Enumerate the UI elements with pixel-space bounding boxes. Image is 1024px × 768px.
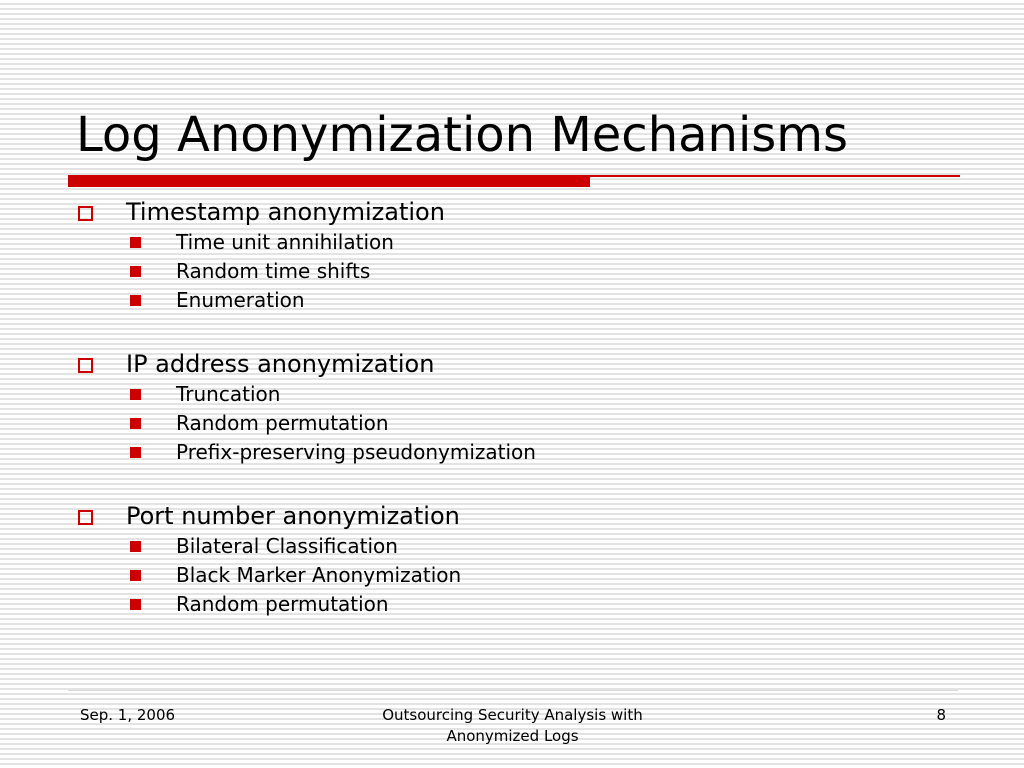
filled-square-bullet-icon (130, 599, 141, 610)
slide-title: Log Anonymization Mechanisms (76, 107, 849, 163)
filled-square-bullet-icon (130, 389, 141, 400)
filled-square-bullet-icon (130, 237, 141, 248)
list-item: Random permutation (176, 411, 389, 435)
filled-square-bullet-icon (130, 447, 141, 458)
filled-square-bullet-icon (130, 266, 141, 277)
filled-square-bullet-icon (130, 295, 141, 306)
list-item: Enumeration (176, 288, 305, 312)
footer-divider (68, 690, 958, 691)
section-heading: Timestamp anonymization (126, 198, 445, 226)
footer-title (340, 705, 685, 747)
footer-title-line: Anonymized Logs (446, 727, 579, 745)
section-heading: IP address anonymization (126, 350, 435, 378)
hollow-square-bullet-icon (78, 510, 93, 525)
filled-square-bullet-icon (130, 541, 141, 552)
list-item: Prefix-preserving pseudonymization (176, 440, 536, 464)
footer-title-line: Outsourcing Security Analysis with (382, 706, 643, 724)
list-item: Time unit annihilation (176, 230, 394, 254)
hollow-square-bullet-icon (78, 206, 93, 221)
list-item: Black Marker Anonymization (176, 563, 462, 587)
list-item: Truncation (176, 382, 281, 406)
filled-square-bullet-icon (130, 418, 141, 429)
list-item: Random permutation (176, 592, 389, 616)
hollow-square-bullet-icon (78, 358, 93, 373)
filled-square-bullet-icon (130, 570, 141, 581)
list-item: Random time shifts (176, 259, 371, 283)
section-heading: Port number anonymization (126, 502, 460, 530)
list-item: Bilateral Classification (176, 534, 398, 558)
page-number: 8 (936, 706, 946, 724)
footer-date: Sep. 1, 2006 (80, 706, 176, 724)
